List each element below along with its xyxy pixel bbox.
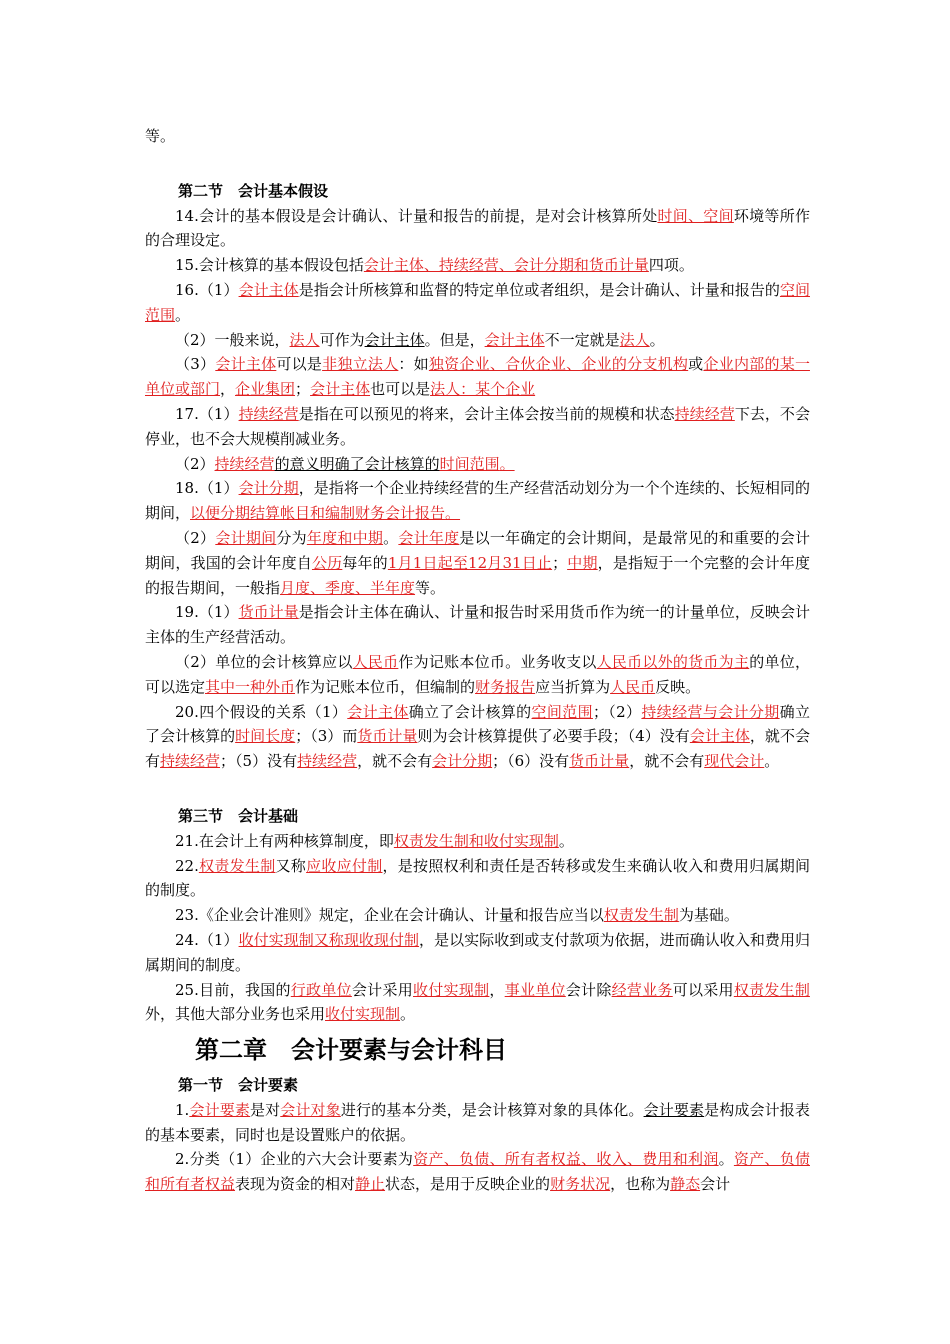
highlight-term: 法人 bbox=[289, 330, 320, 349]
text-run: 或 bbox=[688, 355, 704, 374]
highlight-term: 会计分期 bbox=[432, 752, 493, 771]
highlight-term: 会计主体 bbox=[310, 380, 371, 399]
paragraph-23 bbox=[145, 903, 810, 928]
highlight-term: 法人：某个企业 bbox=[430, 380, 536, 399]
highlight-term: 货币计量 bbox=[569, 752, 630, 771]
highlight-term: 收付实现制 bbox=[325, 1005, 401, 1024]
text-run: 确立了会计核算的 bbox=[408, 702, 532, 721]
highlight-term: 收付实现制又称现收现付制 bbox=[238, 930, 420, 949]
text-run: 2.分类（1）企业的六大会计要素为 bbox=[175, 1150, 414, 1169]
text-run: 是指在可以预见的将来，会计主体会按当前的规模和状态 bbox=[298, 404, 675, 423]
highlight-term: 人民币 bbox=[352, 652, 399, 671]
text-run: （2） bbox=[175, 528, 216, 547]
text-run: 是构成会计报表的基本要素，同时也是设置账户的依据。 bbox=[145, 1100, 810, 1144]
section-heading: 第二节 会计基本假设 bbox=[178, 181, 329, 200]
text-run: 等。 bbox=[415, 578, 446, 597]
text-run: 反映。 bbox=[655, 677, 701, 696]
highlight-term: 事业单位 bbox=[504, 980, 566, 999]
text-run: 。 bbox=[400, 1005, 416, 1024]
text-run: 进行的基本分类，是会计核算对象的具体化。 bbox=[340, 1100, 644, 1119]
highlight-term: 空间范围 bbox=[531, 702, 593, 721]
highlight-term: 人民币 bbox=[610, 677, 656, 696]
text-run: 应当折算为 bbox=[535, 677, 611, 696]
text-run: 又称 bbox=[275, 856, 307, 875]
text-run: 19.（1） bbox=[175, 603, 239, 622]
highlight-term: 会计对象 bbox=[280, 1100, 341, 1119]
text-run: ，是按照权利和责任是否转移或发生来确认收入和费用归属期间的制度。 bbox=[145, 856, 810, 900]
text-run: ，是指短于一个完整的会计年度的报告期间，一般指 bbox=[145, 553, 810, 597]
highlight-term: 时间长度 bbox=[235, 727, 296, 746]
paragraph-18-2 bbox=[145, 526, 810, 600]
highlight-term: 会计主体、持续经营、会计分期和货币计量 bbox=[363, 256, 649, 275]
highlight-term: 行政单位 bbox=[290, 980, 352, 999]
text-run: 17.（1） bbox=[175, 404, 239, 423]
highlight-term: 持续经营 bbox=[238, 404, 299, 423]
highlight-term: 持续经营与会计分期 bbox=[641, 702, 780, 721]
highlight-term: 。 bbox=[445, 504, 461, 523]
highlight-term: 企业集团 bbox=[235, 380, 296, 399]
highlight-term: 会计主体 bbox=[689, 727, 750, 746]
text-run: 不一定就是 bbox=[544, 330, 620, 349]
highlight-term: 会计期间 bbox=[215, 528, 277, 547]
highlight-term: 以便分期结算帐目和编制财务会计报告 bbox=[190, 504, 446, 523]
section-heading: 第一节 会计要素 bbox=[178, 1076, 299, 1095]
highlight-term: 持续经营 bbox=[674, 404, 735, 423]
highlight-term: 会计主体 bbox=[347, 702, 409, 721]
highlight-term: 空间范围 bbox=[145, 280, 810, 324]
text-run: ； bbox=[295, 380, 311, 399]
continuation-text bbox=[145, 124, 810, 149]
highlight-term: 资产、负债、所有者权益、收入、费用和利润 bbox=[413, 1150, 719, 1169]
paragraph-19-1 bbox=[145, 600, 810, 650]
text-run: 。但是， bbox=[424, 330, 485, 349]
highlight-term: 会计分期 bbox=[238, 479, 299, 498]
text-run: 也可以是 bbox=[370, 380, 431, 399]
text-run: ，是指将一个企业持续经营的生产经营活动划分为一个个连续的、长短相同的期间， bbox=[145, 479, 810, 523]
paragraph-16-2 bbox=[145, 328, 810, 353]
paragraph-q2 bbox=[145, 1147, 810, 1197]
text-run: 作为记账本位币。业务收支以 bbox=[398, 652, 597, 671]
text-run: 。 bbox=[175, 305, 191, 324]
paragraph-14 bbox=[145, 204, 810, 254]
text-run: 1. bbox=[175, 1100, 190, 1119]
text-run: 。 bbox=[383, 528, 399, 547]
highlight-term: 收付实现制 bbox=[413, 980, 490, 999]
text-run: 15.会计核算的基本假设包括 bbox=[175, 256, 364, 275]
text-run: 分为 bbox=[276, 528, 307, 547]
highlight-term: 经营业务 bbox=[611, 980, 673, 999]
text-run: 21.在会计上有两种核算制度，即 bbox=[175, 831, 394, 850]
highlight-term: 权责发生制 bbox=[603, 906, 679, 925]
highlight-term: 权责发生制 bbox=[198, 856, 276, 875]
text-run: 会计采用 bbox=[351, 980, 413, 999]
text-run: 23.《企业会计准则》规定，企业在会计确认、计量和报告应当以 bbox=[175, 906, 604, 925]
paragraph-16-1 bbox=[145, 278, 810, 328]
text-run: ，就不会有 bbox=[357, 752, 433, 771]
text-run: 可以采用 bbox=[672, 980, 734, 999]
text-run: （3） bbox=[175, 355, 216, 374]
highlight-term: 货币计量 bbox=[238, 603, 299, 622]
highlight-term: 会计要素 bbox=[189, 1100, 250, 1119]
text-run: 环境等所作的合理设定。 bbox=[145, 206, 810, 250]
highlight-term: 会计主体 bbox=[484, 330, 545, 349]
highlight-term: 货币计量 bbox=[357, 727, 418, 746]
text-run: 等。 bbox=[145, 127, 176, 145]
highlight-term: 权责发生制和收付实现制 bbox=[393, 831, 559, 850]
highlight-term: 权责发生制 bbox=[733, 980, 810, 999]
highlight-term: 年度和中期 bbox=[306, 528, 384, 547]
highlight-term: 持续经营 bbox=[160, 752, 221, 771]
text-run: 20.四个假设的关系（1） bbox=[175, 702, 348, 721]
highlight-term: 财务报告 bbox=[475, 677, 536, 696]
text-run: 。 bbox=[649, 330, 665, 349]
highlight-term: 公历 bbox=[311, 553, 343, 572]
text-run: ； bbox=[552, 553, 568, 572]
paragraph-q1 bbox=[145, 1098, 810, 1148]
text-run: ， bbox=[220, 380, 236, 399]
highlight-term: 企业内部的某一单位或部门 bbox=[145, 355, 810, 399]
highlight-term: 中期 bbox=[567, 553, 598, 572]
text-run: 表现为资金的相对 bbox=[235, 1175, 356, 1194]
text-run: ；（3）而 bbox=[295, 727, 358, 746]
text-run: 24.（1） bbox=[175, 930, 239, 949]
highlight-term: 持续经营 bbox=[214, 454, 275, 473]
highlight-term: 时间范围 bbox=[439, 454, 500, 473]
text-run: ，也称为 bbox=[610, 1175, 671, 1194]
highlight-term: 现代会计 bbox=[704, 752, 765, 771]
text-run: 。 bbox=[558, 831, 574, 850]
highlight-term: 持续经营 bbox=[297, 752, 358, 771]
paragraph-19-2 bbox=[145, 650, 810, 700]
chapter-heading: 第二章 会计要素与会计科目 bbox=[195, 1036, 507, 1065]
text-run: ，就不会有 bbox=[145, 727, 810, 771]
text-run: 是指会计主体在确认、计量和报告时采用货币作为统一的计量单位，反映会计主体的生产经营活动。 bbox=[145, 603, 810, 647]
text-run: 的单位，可以选定 bbox=[145, 652, 810, 696]
paragraph-25 bbox=[145, 978, 810, 1028]
text-run: ， bbox=[489, 980, 505, 999]
highlight-term: 会计年度 bbox=[398, 528, 460, 547]
text-run: 是对 bbox=[250, 1100, 281, 1119]
text-run: 。 bbox=[764, 752, 780, 771]
paragraph-24 bbox=[145, 928, 810, 978]
highlight-term: 静态 bbox=[670, 1175, 701, 1194]
text-run: 每年的 bbox=[342, 553, 388, 572]
text-run: 下去，不会停业，也不会大规模削减业务。 bbox=[145, 404, 810, 448]
highlight-term: 资产、负债和所有者权益 bbox=[145, 1150, 810, 1194]
text-run: 作为记账本位币，但编制的 bbox=[295, 677, 476, 696]
text-run: 确立了会计核算的 bbox=[145, 702, 810, 746]
text-run: ；（2） bbox=[592, 702, 642, 721]
underlined-term: 的意义明确了会计核算的 bbox=[274, 454, 440, 473]
paragraph-15 bbox=[145, 253, 810, 278]
text-run: 会计 bbox=[700, 1175, 731, 1194]
text-run: 可以是 bbox=[276, 355, 323, 374]
highlight-term: 1月1日起至12月31日止 bbox=[387, 553, 553, 572]
highlight-term: 静止 bbox=[355, 1175, 386, 1194]
paragraph-21 bbox=[145, 829, 810, 854]
underlined-term: 会计要素 bbox=[643, 1100, 705, 1119]
highlight-term: 非独立法人 bbox=[322, 355, 399, 374]
underlined-term: 会计主体 bbox=[364, 330, 425, 349]
text-run: 。 bbox=[718, 1150, 734, 1169]
paragraph-20 bbox=[145, 700, 810, 774]
text-run: 是以一年确定的会计期间，是最常见的和重要的会计期间，我国的会计年度自 bbox=[145, 528, 810, 572]
text-run: 是指会计所核算和监督的特定单位或者组织，是会计确认、计量和报告的 bbox=[298, 280, 780, 299]
text-run: 25.目前，我国的 bbox=[175, 980, 291, 999]
highlight-term: 法人 bbox=[619, 330, 650, 349]
text-run: 为基础。 bbox=[678, 906, 739, 925]
text-run: ，是以实际收到或支付款项为依据，进而确认收入和费用归属期间的制度。 bbox=[145, 930, 810, 974]
highlight-term: 应收应付制 bbox=[306, 856, 383, 875]
text-run: 状态，是用于反映企业的 bbox=[385, 1175, 551, 1194]
highlight-term: 人民币以外的货币为主 bbox=[596, 652, 750, 671]
paragraph-16-3 bbox=[145, 352, 810, 402]
paragraph-17-1 bbox=[145, 402, 810, 452]
text-run: 14.会计的基本假设是会计确认、计量和报告的前提，是对会计核算所处 bbox=[175, 206, 658, 225]
text-run: 会计除 bbox=[565, 980, 612, 999]
highlight-term: 其中一种外币 bbox=[205, 677, 296, 696]
paragraph-18-1 bbox=[145, 476, 810, 526]
highlight-term: 会计主体 bbox=[215, 355, 277, 374]
text-run: ；（6）没有 bbox=[492, 752, 570, 771]
text-run: （2）一般来说， bbox=[175, 330, 290, 349]
highlight-term: 。 bbox=[499, 454, 515, 473]
text-run: ；（5）没有 bbox=[220, 752, 298, 771]
text-run: 16.（1） bbox=[175, 280, 239, 299]
text-run: ，就不会有 bbox=[629, 752, 705, 771]
text-run: ：如 bbox=[398, 355, 429, 374]
text-run: 四项。 bbox=[648, 256, 694, 275]
highlight-term: 月度、季度、半年度 bbox=[280, 578, 416, 597]
text-run: （2） bbox=[175, 454, 215, 473]
text-run: 则为会计核算提供了必要手段；（4）没有 bbox=[417, 727, 690, 746]
highlight-term: 财务状况 bbox=[550, 1175, 611, 1194]
text-run: 可作为 bbox=[319, 330, 365, 349]
paragraph-22 bbox=[145, 854, 810, 904]
text-run: 外，其他大部分业务也采用 bbox=[145, 1005, 326, 1024]
highlight-term: 独资企业、合伙企业、企业的分支机构 bbox=[428, 355, 689, 374]
highlight-term: 时间、空间 bbox=[657, 206, 734, 225]
text-run: （2）单位的会计核算应以 bbox=[175, 652, 353, 671]
page-content bbox=[145, 124, 810, 1197]
paragraph-17-2 bbox=[145, 452, 810, 477]
text-run: 22. bbox=[175, 856, 199, 875]
text-run: 18.（1） bbox=[175, 479, 239, 498]
section-heading: 第三节 会计基础 bbox=[178, 806, 299, 825]
highlight-term: 会计主体 bbox=[238, 280, 299, 299]
